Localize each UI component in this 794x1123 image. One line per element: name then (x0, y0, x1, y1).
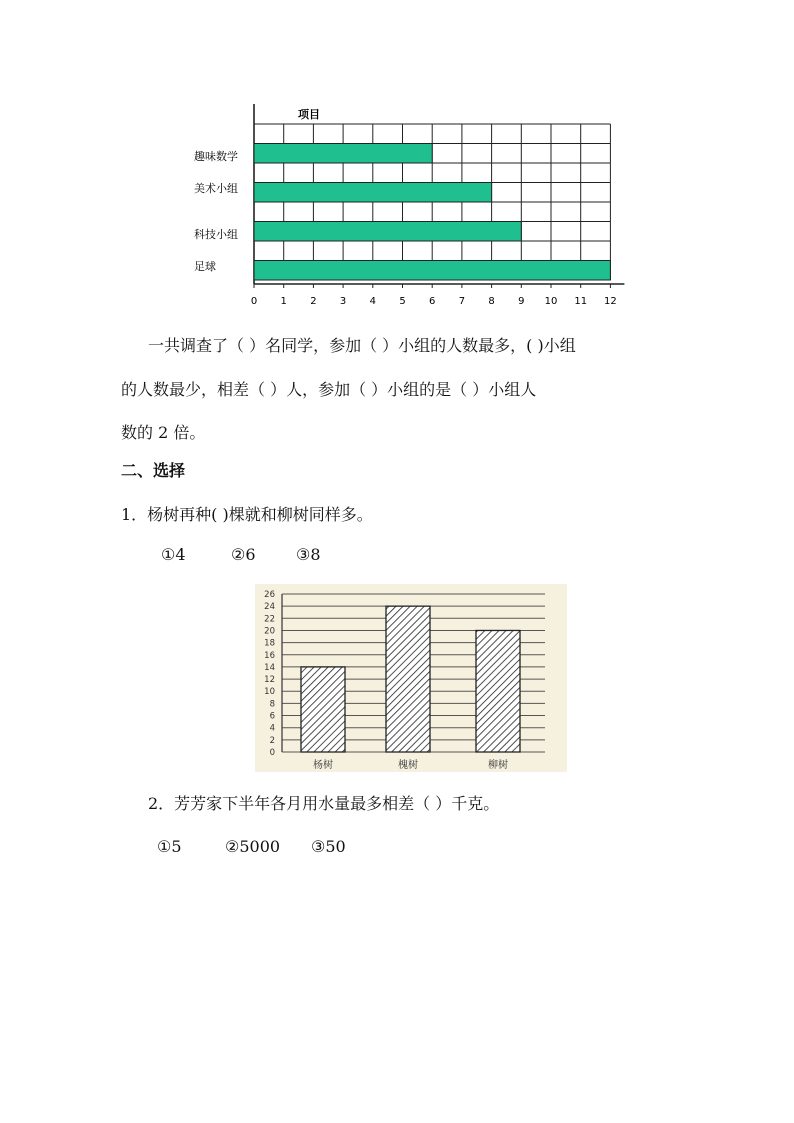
chart1-category-label: 美术小组 (194, 182, 238, 195)
chart1-x-tick-label: 1 (280, 296, 287, 307)
chart2-y-tick-label: 6 (269, 711, 275, 722)
chart2-y-tick-label: 18 (264, 638, 275, 649)
chart1-x-tick-label: 3 (339, 296, 347, 307)
chart1-x-tick-label: 12 (604, 296, 617, 307)
chart1-x-tick-label: 2 (310, 296, 317, 307)
chart1-x-tick-label: 4 (369, 296, 376, 307)
question-1-options (161, 545, 321, 565)
chart2-category-label: 柳树 (488, 760, 508, 771)
question-line-2: 的人数最少，相差（ ）人，参加（ ）小组的是（ ）小组人 (121, 380, 537, 399)
chart2-y-tick-label: 0 (269, 748, 275, 758)
chart1-bar-2 (254, 183, 492, 203)
chart2-y-tick-label: 14 (264, 662, 275, 673)
chart1-x-tick-label: 9 (518, 296, 525, 307)
chart2-category-label: 槐树 (398, 760, 418, 771)
chart1-category-label: 科技小组 (194, 228, 238, 241)
chart1-x-tick-label: 8 (488, 296, 495, 307)
chart2-y-tick-label: 10 (264, 687, 275, 698)
q1-option-3: ③8 (296, 545, 321, 564)
chart1-category-labels (194, 149, 238, 273)
q2-option-1: ①5 (157, 837, 182, 856)
q1-option-1: ①4 (161, 545, 186, 564)
chart2-y-tick-label: 4 (269, 723, 275, 734)
chart2-y-tick-label: 24 (264, 602, 275, 613)
question-line-3: 数的 2 倍。 (121, 423, 206, 442)
chart2-bar-3 (476, 630, 520, 752)
chart1-x-tick-label: 10 (544, 296, 558, 307)
chart2-category-label: 杨树 (313, 760, 333, 771)
chart1-x-tick-label: 0 (250, 296, 258, 307)
chart1-bar-4 (254, 261, 610, 281)
chart1-x-tick-label: 7 (458, 296, 466, 307)
chart1-x-tick-label: 6 (429, 296, 436, 307)
question-2: 2．芳芳家下半年各月用水量最多相差（ ）千克。 (148, 794, 500, 813)
chart2-y-tick-label: 16 (264, 650, 275, 661)
chart2-y-tick-label: 20 (264, 626, 275, 637)
chart1-x-tick-label: 5 (399, 296, 406, 307)
chart2-y-tick-label: 2 (269, 735, 275, 746)
chart2-y-tick-label: 22 (264, 614, 275, 625)
chart1-bar-3 (254, 222, 521, 242)
question-line-1: 一共调查了（ ）名同学，参加（ ）小组的人数最多，( )小组 (148, 336, 576, 355)
q1-option-2: ②6 (231, 545, 256, 564)
chart2-bar-1 (301, 667, 345, 752)
chart2-y-tick-label: 26 (264, 590, 275, 600)
q2-option-3: ③50 (311, 837, 346, 856)
chart2-y-tick-label: 12 (264, 675, 275, 686)
chart1-bar-1 (254, 144, 432, 164)
chart1-category-label: 趣味数学 (194, 150, 238, 163)
chart2-y-tick-label: 8 (269, 699, 275, 710)
chart1-x-tick-labels (251, 296, 617, 307)
section-heading-choice: 二、选择 (121, 461, 186, 480)
q2-option-2: ②5000 (225, 837, 281, 856)
tree-bar-chart (255, 584, 567, 772)
question-2-options (157, 837, 346, 857)
chart1-title: 项目 (298, 108, 320, 121)
chart2-bar-2 (386, 606, 430, 752)
question-1: 1．杨树再种( )棵就和柳树同样多。 (121, 505, 373, 524)
activity-bar-chart (190, 100, 640, 325)
chart1-x-tick-label: 11 (574, 296, 588, 307)
chart1-category-label: 足球 (194, 260, 216, 273)
